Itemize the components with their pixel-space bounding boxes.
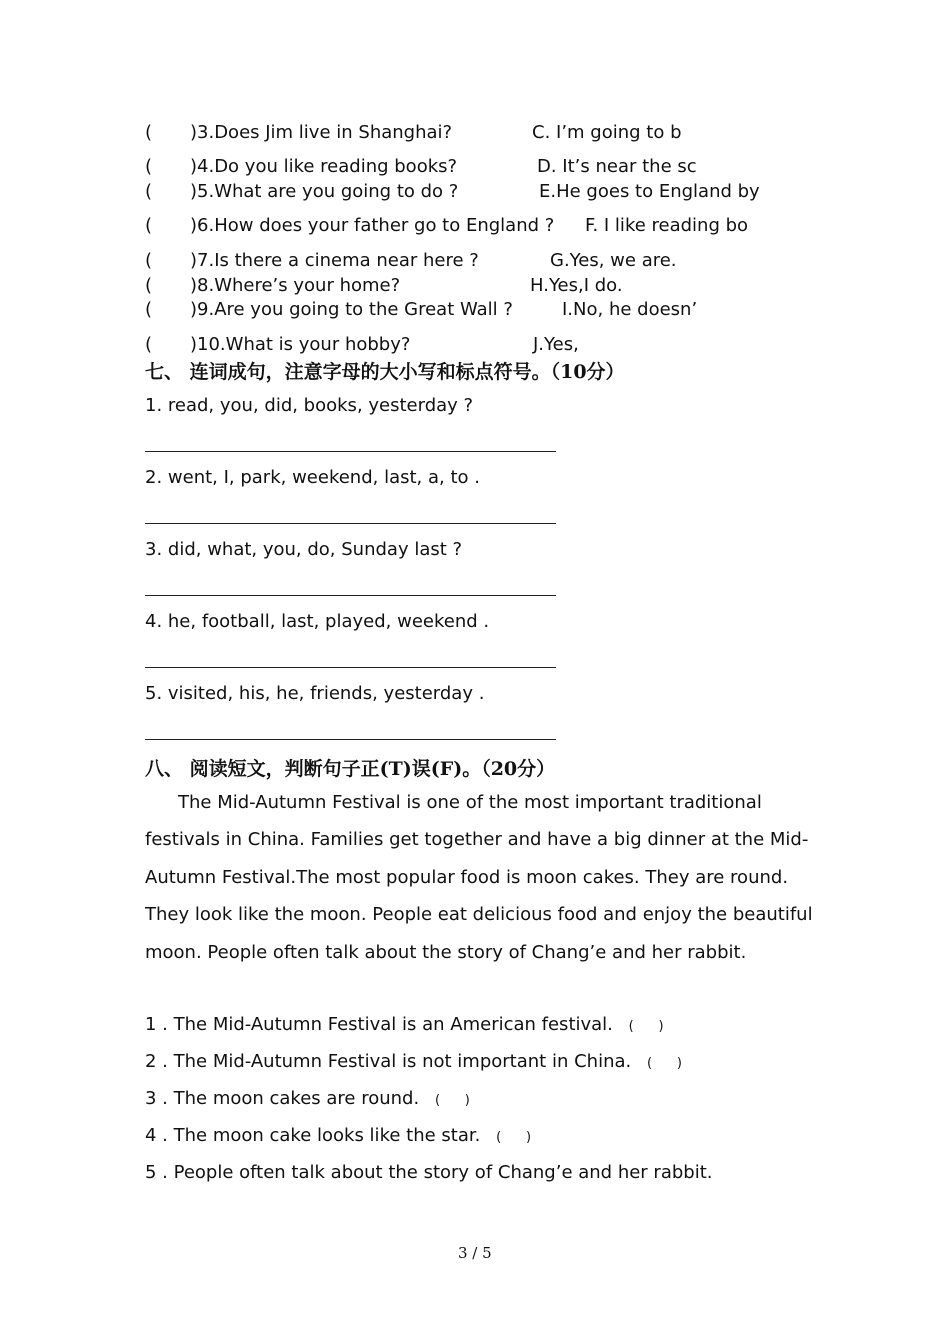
answer-blank[interactable]: ( )	[434, 1093, 470, 1108]
matching-question: )9.Are you going to the Great Wall ?	[190, 299, 513, 320]
matching-question: )6.How does your father go to England ?	[190, 215, 555, 236]
matching-answer: E.He goes to England by	[539, 181, 760, 202]
answer-paren[interactable]: (	[145, 215, 153, 236]
reading-passage	[145, 784, 815, 971]
answer-paren[interactable]: (	[145, 275, 153, 296]
answer-paren[interactable]: (	[145, 122, 153, 143]
section-7-title: 七、 连词成句，注意字母的大小写和标点符号。（10分）	[145, 361, 625, 383]
question-text: 1 . The Mid-Autumn Festival is an American festival.	[145, 1014, 613, 1035]
answer-line-3[interactable]	[145, 595, 556, 596]
matching-answer: F. I like reading bo	[585, 215, 749, 236]
answer-paren[interactable]: (	[145, 334, 153, 355]
answer-line-4[interactable]	[145, 667, 556, 668]
answer-paren[interactable]: (	[145, 299, 153, 320]
sentence-item-3: 3. did, what, you, do, Sunday last ?	[145, 539, 463, 560]
matching-question: )8.Where’s your home?	[190, 275, 401, 296]
section-8-title: 八、 阅读短文，判断句子正(T)误(F)。（20分）	[145, 758, 556, 780]
question-text: 5 . People often talk about the story of Chang’e and her rabbit.	[145, 1162, 713, 1183]
matching-question: )3.Does Jim live in Shanghai?	[190, 122, 453, 143]
question-5	[145, 1162, 713, 1183]
answer-blank[interactable]: ( )	[646, 1056, 682, 1071]
matching-answer: D. It’s near the sc	[537, 156, 697, 177]
answer-paren[interactable]: (	[145, 156, 153, 177]
matching-question: )7.Is there a cinema near here ?	[190, 250, 479, 271]
matching-question: )10.What is your hobby?	[190, 334, 411, 355]
matching-answer: G.Yes, we are.	[550, 250, 677, 271]
question-3	[145, 1088, 470, 1109]
question-text: 4 . The moon cake looks like the star.	[145, 1125, 481, 1146]
matching-question: )4.Do you like reading books?	[190, 156, 458, 177]
passage-text: The Mid-Autumn Festival is one of the most important traditional festivals in China. Families get together and have a big dinner at the Mid-Autumn Festival.The most popular food is moon cakes. They are round. They look like the moon. People eat delicious food and enjoy the beautiful moon. People often talk about the story of Chang’e and her rabbit.	[145, 792, 813, 963]
answer-paren[interactable]: (	[145, 250, 153, 271]
matching-row-3	[145, 122, 152, 143]
sentence-item-4: 4. he, football, last, played, weekend .	[145, 611, 490, 632]
answer-line-2[interactable]	[145, 523, 556, 524]
sentence-item-1: 1. read, you, did, books, yesterday ?	[145, 395, 474, 416]
question-text: 2 . The Mid-Autumn Festival is not important in China.	[145, 1051, 632, 1072]
question-1	[145, 1014, 664, 1035]
question-text: 3 . The moon cakes are round.	[145, 1088, 420, 1109]
matching-answer: I.No, he doesn’	[562, 299, 698, 320]
answer-blank[interactable]: ( )	[496, 1130, 532, 1145]
answer-line-1[interactable]	[145, 451, 556, 452]
matching-answer: H.Yes,I do.	[530, 275, 623, 296]
answer-line-5[interactable]	[145, 739, 556, 740]
matching-answer: J.Yes,	[533, 334, 579, 355]
question-4	[145, 1125, 531, 1146]
page-number: 3 / 5	[458, 1244, 492, 1262]
sentence-item-5: 5. visited, his, he, friends, yesterday .	[145, 683, 485, 704]
sentence-item-2: 2. went, I, park, weekend, last, a, to .	[145, 467, 480, 488]
matching-question: )5.What are you going to do ?	[190, 181, 459, 202]
answer-paren[interactable]: (	[145, 181, 153, 202]
question-2	[145, 1051, 682, 1072]
answer-blank[interactable]: ( )	[628, 1019, 664, 1034]
matching-answer: C. I’m going to b	[532, 122, 682, 143]
